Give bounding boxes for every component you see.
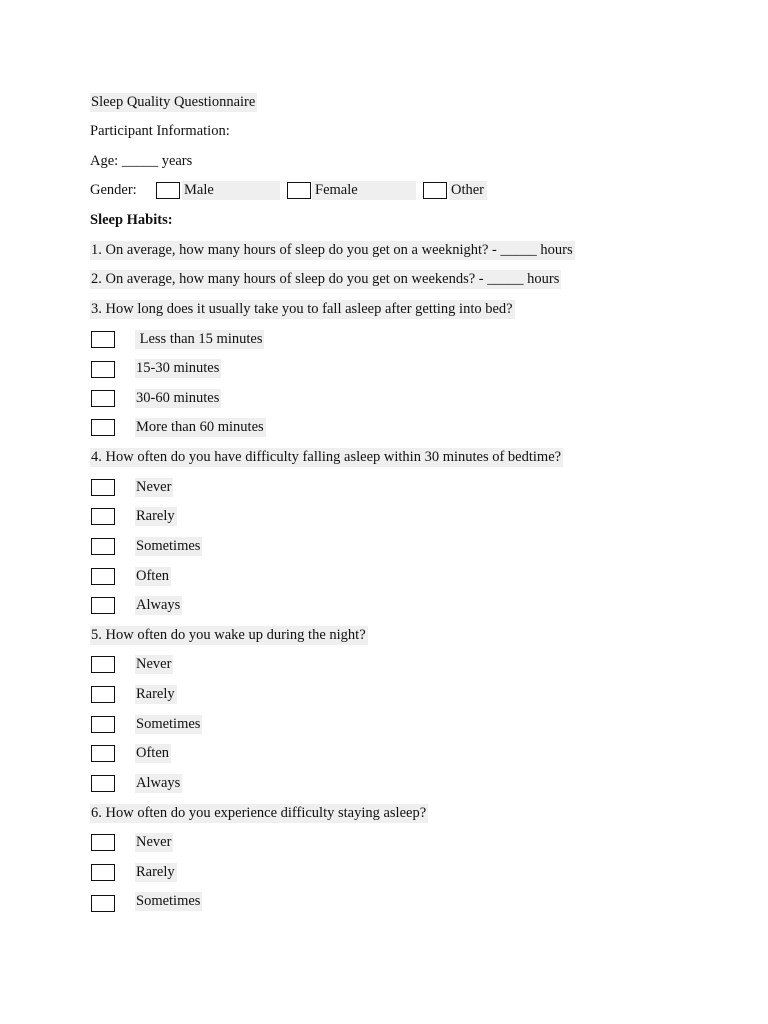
q5-option-checkbox[interactable]	[91, 745, 115, 762]
question-1	[90, 241, 575, 260]
q5-option-label: Never	[136, 656, 172, 672]
question-5: 5. How often do you wake up during the night?	[91, 627, 366, 643]
q4-option-checkbox[interactable]	[91, 597, 115, 614]
q4-option-label: Always	[136, 597, 181, 613]
q3-option-checkbox[interactable]	[91, 390, 115, 407]
q5-option-checkbox[interactable]	[91, 775, 115, 792]
document-title: Sleep Quality Questionnaire	[91, 94, 256, 110]
q5-option-label: Always	[136, 775, 181, 791]
question-2-text: 2. On average, how many hours of sleep do you get on weekends? -	[91, 271, 484, 287]
q3-option-checkbox[interactable]	[91, 361, 115, 378]
q5-option-label: Sometimes	[136, 716, 201, 732]
q3-option-label: 15-30 minutes	[136, 360, 220, 376]
gender-female-checkbox[interactable]	[287, 182, 311, 199]
question-3: 3. How long does it usually take you to fall asleep after getting into bed?	[91, 301, 513, 317]
q4-option-label: Never	[136, 479, 172, 495]
q5-option-label: Rarely	[136, 686, 175, 702]
q4-option-label: Rarely	[136, 508, 175, 524]
q4-option-checkbox[interactable]	[91, 568, 115, 585]
age-line	[90, 152, 192, 171]
q5-option-checkbox[interactable]	[91, 686, 115, 703]
q4-option-checkbox[interactable]	[91, 538, 115, 555]
question-2-unit: hours	[527, 271, 560, 287]
q6-option-checkbox[interactable]	[91, 834, 115, 851]
q3-option-checkbox[interactable]	[91, 331, 115, 348]
q3-option-label: More than 60 minutes	[136, 419, 264, 435]
gender-other-checkbox[interactable]	[423, 182, 447, 199]
question-1-unit: hours	[540, 242, 573, 258]
q6-option-checkbox[interactable]	[91, 864, 115, 881]
gender-male-checkbox[interactable]	[156, 182, 180, 199]
q3-option-label: 30-60 minutes	[136, 390, 220, 406]
q6-option-checkbox[interactable]	[91, 895, 115, 912]
age-label: Age:	[90, 153, 119, 169]
q5-option-checkbox[interactable]	[91, 656, 115, 673]
participant-heading: Participant Information:	[90, 123, 230, 139]
q4-option-label: Sometimes	[136, 538, 201, 554]
age-unit: years	[161, 153, 193, 169]
q4-option-checkbox[interactable]	[91, 479, 115, 496]
question-2	[90, 270, 561, 289]
question-4: 4. How often do you have difficulty falling asleep within 30 minutes of bedtime?	[91, 449, 562, 465]
q4-option-checkbox[interactable]	[91, 508, 115, 525]
q5-option-checkbox[interactable]	[91, 716, 115, 733]
q6-option-label: Sometimes	[136, 893, 201, 909]
sleep-habits-heading: Sleep Habits:	[90, 212, 173, 228]
age-blank[interactable]: _____	[121, 153, 159, 169]
question-6: 6. How often do you experience difficulty staying asleep?	[91, 805, 427, 821]
gender-other-label: Other	[451, 182, 485, 198]
question-1-text: 1. On average, how many hours of sleep do you get on a weeknight? -	[91, 242, 497, 258]
q3-option-checkbox[interactable]	[91, 419, 115, 436]
question-2-blank[interactable]: _____	[487, 271, 524, 287]
q6-option-label: Never	[136, 834, 172, 850]
q5-option-label: Often	[136, 745, 170, 761]
question-1-blank[interactable]: _____	[500, 242, 537, 258]
q6-option-label: Rarely	[136, 864, 175, 880]
q4-option-label: Often	[136, 568, 170, 584]
q3-option-label: Less than 15 minutes	[136, 331, 263, 347]
gender-female-label: Female	[315, 182, 358, 198]
gender-male-label: Male	[184, 182, 214, 198]
gender-label: Gender:	[90, 182, 137, 198]
